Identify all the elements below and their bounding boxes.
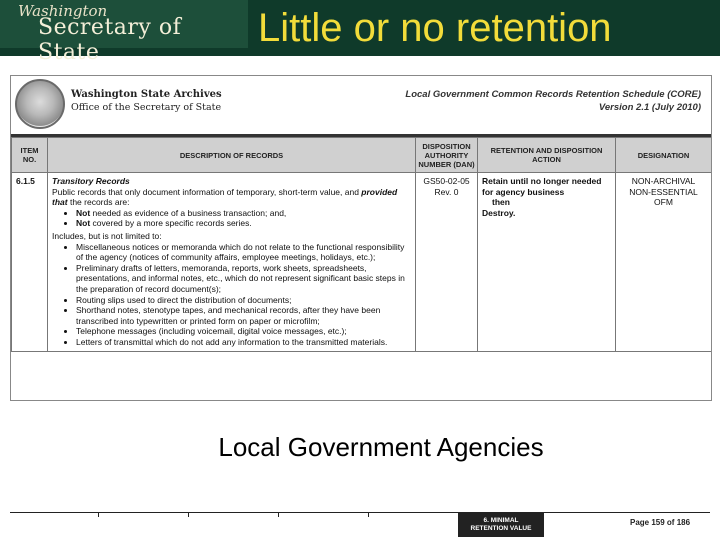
condition-keyword: Not <box>76 207 91 218</box>
logo-main-text: Secretary of State <box>38 15 182 65</box>
list-item <box>76 218 411 229</box>
condition-keyword: Not <box>76 218 91 229</box>
retention-action: Destroy. <box>482 207 516 218</box>
col-header-description: DESCRIPTION OF RECORDS <box>48 138 416 173</box>
list-item <box>76 208 411 219</box>
list-item: • Routing slips used to direct the distribution of documents; <box>76 295 411 306</box>
org-name: Washington State Archives <box>71 89 222 100</box>
intro-text-end: the records are: <box>67 197 130 208</box>
footer-tick <box>278 512 279 517</box>
designation-item: OFM <box>654 197 673 208</box>
list-item: • Miscellaneous notices or memoranda which do not relate to the functional responsibility of the agency (notices of community affairs, employee meetings, holidays, etc.); <box>76 242 411 263</box>
footer-divider <box>10 512 710 513</box>
condition-text: needed as evidence of a business transaction; and, <box>90 207 287 218</box>
intro-text: Public records that only document information of temporary, short-term value, and <box>52 186 362 197</box>
col-header-retention: RETENTION AND DISPOSITION ACTION <box>478 138 616 173</box>
condition-text: covered by a more specific records series. <box>90 218 252 229</box>
description-cell <box>48 173 416 352</box>
state-seal-icon <box>15 79 65 129</box>
designation-cell <box>616 173 712 352</box>
list-item: • Shorthand notes, stenotype tapes, and mechanical records, after they have been transcribed into typewritten or printed form on paper or microfilm; <box>76 305 411 326</box>
records-table <box>11 137 712 352</box>
secretary-of-state-logo <box>0 0 248 65</box>
dan-revision: Rev. 0 <box>434 186 459 197</box>
includes-list <box>52 242 411 348</box>
col-header-designation: DESIGNATION <box>616 138 712 173</box>
designation-item: NON-ESSENTIAL <box>629 186 698 197</box>
col-header-authority: DISPOSITION AUTHORITY NUMBER (DAN) <box>416 138 478 173</box>
retention-schedule-excerpt <box>10 75 712 401</box>
header-bar <box>0 0 720 65</box>
retention-cell <box>478 173 616 352</box>
retention-then: then <box>492 197 510 208</box>
table-row <box>12 173 712 352</box>
footer-section-name: RETENTION VALUE <box>470 525 532 532</box>
authority-cell <box>416 173 478 352</box>
condition-list <box>52 208 411 229</box>
list-item: • Letters of transmittal which do not add any information to the transmitted materials. <box>76 337 411 348</box>
description-intro <box>52 187 411 208</box>
logo-script-text: Washington <box>18 2 108 20</box>
list-item: • Preliminary drafts of letters, memoranda, reports, work sheets, spreadsheets, presentations, and informal notes, etc., which do not represent significant basic steps in the preparation of record document(s); <box>76 263 411 295</box>
footer-tick <box>188 512 189 517</box>
footer-section-label <box>458 513 544 537</box>
document-header <box>11 76 711 131</box>
list-item: • Telephone messages (including voicemail, digital voice messages, etc.); <box>76 326 411 337</box>
designation-item: NON-ARCHIVAL <box>631 176 696 186</box>
item-number: 6.1.5 <box>12 173 48 352</box>
page-number: Page 159 of 186 <box>630 518 691 527</box>
schedule-version: Version 2.1 (July 2010) <box>598 102 701 113</box>
record-series-title: Transitory Records <box>52 176 130 186</box>
retention-period: Retain until no longer needed for agency business <box>482 176 602 197</box>
footer-tick <box>98 512 99 517</box>
dan-number: GS50-02-05 <box>423 176 470 186</box>
org-subtitle: Office of the Secretary of State <box>71 102 222 113</box>
footer-section-number: 6. MINIMAL <box>483 517 519 524</box>
intro-emphasis: provided that <box>52 186 398 208</box>
slide-caption: Local Government Agencies <box>218 432 544 462</box>
table-header-row <box>12 138 712 173</box>
slide-title: Little or no retention <box>258 6 612 50</box>
includes-label: Includes, but is not limited to: <box>52 230 162 241</box>
col-header-item-no: ITEM NO. <box>12 138 48 173</box>
footer-tick <box>368 512 369 517</box>
schedule-title: Local Government Common Records Retention Schedule (CORE) <box>405 89 701 100</box>
